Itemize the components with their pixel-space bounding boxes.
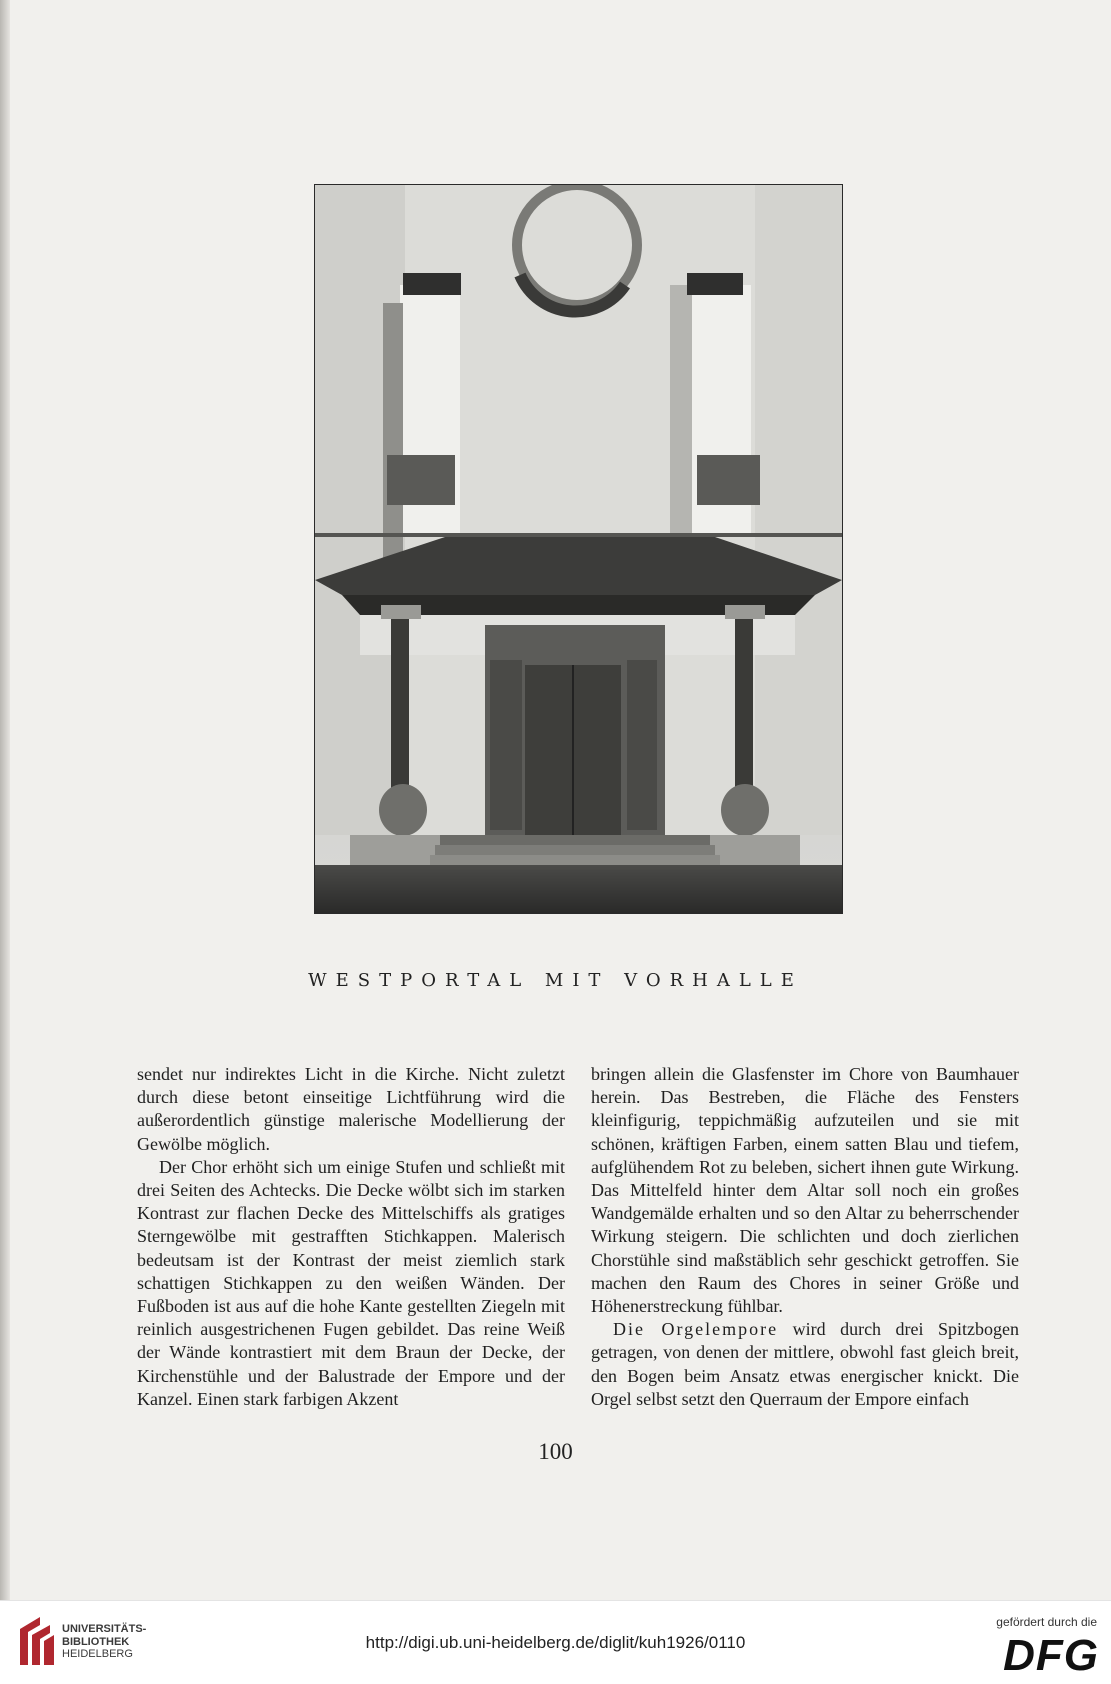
- paragraph: [591, 1318, 1019, 1411]
- library-name-line: BIBLIOTHEK: [62, 1635, 130, 1648]
- paragraph-text: wird durch drei Spitzbogen getragen, von denen der mittlere, obwohl fast gleich breit, den Bogen beim Ansatz etwas energischer knickt. Die Orgel selbst setzt den Querraum der Empore einfach: [591, 1319, 1019, 1409]
- library-name-line: UNIVERSITÄTS-: [62, 1623, 147, 1635]
- paragraph: Der Chor erhöht sich um einige Stufen und schließt mit drei Seiten des Achtecks. Die Decke wölbt sich im starken Kontrast zur flachen Decke des Mittelschiffs als gratiges Sterngewölbe mit gestrafften Stichkappen. Malerisch bedeutsam ist der Kontrast der meist ziemlich stark schattigen Stichkappen zu den weißen Wänden. Der Fußboden ist aus auf die hohe Kante gestellten Ziegeln mit reinlich ausgestrichenen Fugen gebildet. Das reine Weiß der Wände kontrastiert mit dem Braun der Decke, der Kirchenstühle und der Balustrade der Empore und der Kanzel. Einen stark farbigen Akzent: [137, 1156, 565, 1409]
- spaced-term: Die Orgelempore: [613, 1319, 779, 1340]
- text-column-left: [137, 1063, 565, 1411]
- library-name-line: HEIDELBERG: [62, 1648, 133, 1660]
- dfg-logo: DFG: [1003, 1631, 1099, 1680]
- paragraph: sendet nur indirektes Licht in die Kirche. Nicht zuletzt durch diese betont einseitige Lichtführung wird die außerordentlich günstige malerische Modellierung der Gewölbe möglich.: [137, 1064, 565, 1154]
- portal-illustration: [315, 185, 842, 913]
- source-url-link[interactable]: http://digi.ub.uni-heidelberg.de/diglit/kuh1926/0110: [365, 1633, 746, 1652]
- portal-photograph: [314, 184, 843, 914]
- funded-by-label: gefördert durch die: [996, 1615, 1097, 1629]
- page-number: 100: [538, 1439, 573, 1464]
- photo-caption: WESTPORTAL MIT VORHALLE: [308, 970, 803, 991]
- page-edge-shadow: [0, 0, 10, 1600]
- text-column-right: [591, 1063, 1019, 1411]
- digitization-footer: [0, 1600, 1111, 1684]
- paragraph: bringen allein die Glasfenster im Chore von Baumhauer herein. Das Bestreben, die Fläche des Fensters kleinfigurig, teppichmäßig aufzuteilen und sie mit schönen, kräftigen Farben, einem satten Blau und tiefem, aufglühendem Rot zu beleben, sichert ihnen gute Wirkung. Das Mittelfeld hinter dem Altar soll noch ein großes Wandgemälde erhalten und so den Altar zu beherrschender Wirkung steigern. Die schlichten und doch zierlichen Chorstühle sind maßstäblich sehr geschickt getroffen. Sie machen den Raum des Chores in seiner Größe und Höhenerstreckung fühlbar.: [591, 1064, 1019, 1317]
